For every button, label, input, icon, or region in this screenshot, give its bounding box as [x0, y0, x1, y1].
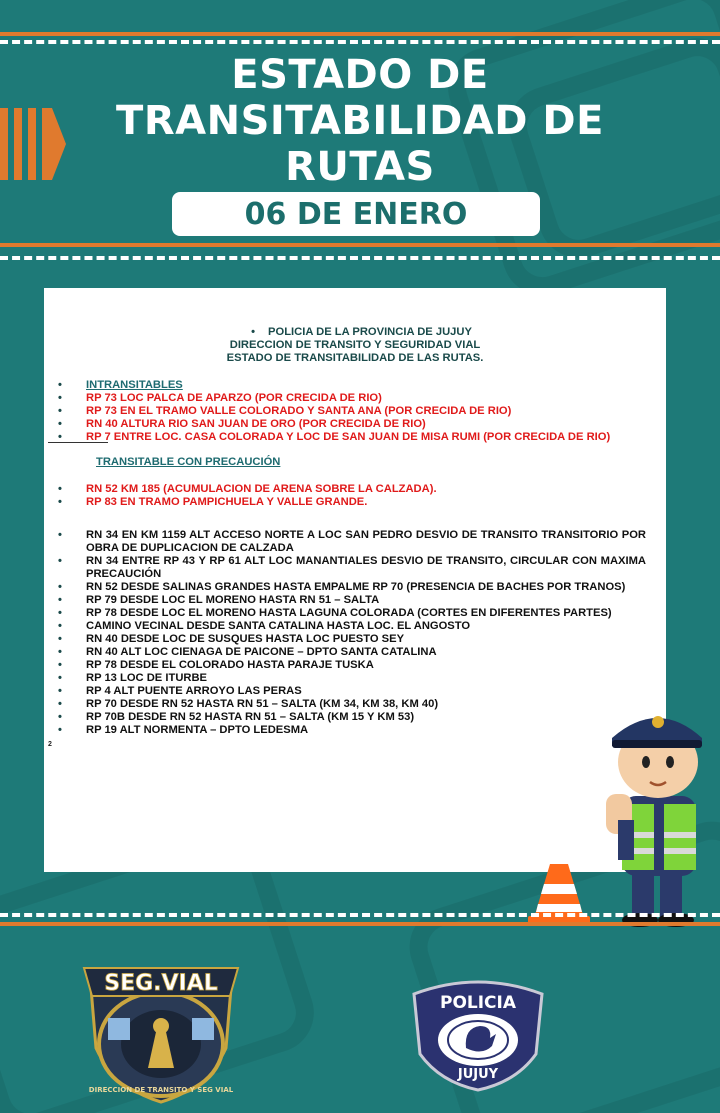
lower-dashed-line: [0, 913, 720, 917]
seg-vial-ring-text: DIRECCION DE TRANSITO Y SEG VIAL: [88, 1086, 234, 1094]
list-item: • RP 4 ALT PUENTE ARROYO LAS PERAS: [44, 685, 666, 698]
policia-jujuy-logo: [408, 974, 548, 1094]
list-item: • RN 34 ENTRE RP 43 Y RP 61 ALT LOC MANANTIALES DESVIO DE TRANSITO, CIRCULAR CON MAXIMA PRECAUCIÓN: [44, 555, 666, 581]
policia-logo-text: POLICIA: [439, 993, 517, 1013]
list-item: • RP 79 DESDE LOC EL MORENO HASTA RN 51 – SALTA: [44, 594, 666, 607]
bullet-icon: •: [251, 326, 255, 338]
intransitables-heading: • INTRANSITABLES: [44, 379, 666, 392]
date-banner: [172, 192, 540, 236]
list-item: • RP 70 DESDE RN 52 HASTA RN 51 – SALTA (KM 34, KM 38, KM 40): [44, 698, 666, 711]
seg-vial-logo: [78, 956, 244, 1106]
list-item: • RP 78 DESDE EL COLORADO HASTA PARAJE TUSKA: [44, 659, 666, 672]
top-dashed-line: [0, 40, 720, 44]
list-item: • CAMINO VECINAL DESDE SANTA CATALINA HASTA LOC. EL ANGOSTO: [44, 620, 666, 633]
page-title: [60, 52, 660, 190]
seg-vial-logo-text: SEG.VIAL: [104, 971, 218, 996]
route-status-document: [44, 288, 666, 872]
precaucion-list: [44, 529, 666, 737]
list-item: • RP 70B DESDE RN 52 HASTA RN 51 – SALTA (KM 15 Y KM 53): [44, 711, 666, 724]
police-officer-illustration: [598, 700, 720, 930]
list-item: • RN 34 EN KM 1159 ALT ACCESO NORTE A LOC SAN PEDRO DESVIO DE TRANSITO TRANSITORIO POR OBRA DE DUPLICACION DE CALZADA: [44, 529, 666, 555]
list-item: • RP 73 EN EL TRAMO VALLE COLORADO Y SANTA ANA (POR CRECIDA DE RIO): [44, 405, 666, 418]
precaucion-heading: TRANSITABLE CON PRECAUCIÓN: [96, 456, 281, 468]
list-item: • RN 52 KM 185 (ACUMULACION DE ARENA SOBRE LA CALZADA).: [44, 483, 666, 496]
list-item: • RP 7 ENTRE LOC. CASA COLORADA Y LOC DE SAN JUAN DE MISA RUMI (POR CRECIDA DE RIO): [44, 431, 666, 444]
list-item: • RP 78 DESDE LOC EL MORENO HASTA LAGUNA COLORADA (CORTES EN DIFERENTES PARTES): [44, 607, 666, 620]
title-line-1: ESTADO DE: [231, 52, 489, 98]
list-item: • RN 52 DESDE SALINAS GRANDES HASTA EMPALME RP 70 (PRESENCIA DE BACHES POR TRANOS): [44, 581, 666, 594]
document-header: [44, 326, 666, 365]
upper-dashed-line: [0, 256, 720, 260]
list-item: • RP 13 LOC DE ITURBE: [44, 672, 666, 685]
upper-orange-line: [0, 243, 720, 247]
list-item: • RN 40 DESDE LOC DE SUSQUES HASTA LOC PUESTO SEY: [44, 633, 666, 646]
list-item: • RP 83 EN TRAMO PAMPICHUELA Y VALLE GRANDE.: [44, 496, 666, 509]
list-item: • RN 40 ALT LOC CIENAGA DE PAICONE – DPTO SANTA CATALINA: [44, 646, 666, 659]
jujuy-logo-text: JUJUY: [457, 1067, 499, 1082]
title-line-2: TRANSITABILIDAD DE: [116, 98, 604, 144]
list-item: • RP 73 LOC PALCA DE APARZO (POR CRECIDA DE RIO): [44, 392, 666, 405]
header-line-3: ESTADO DE TRANSITABILIDAD DE LAS RUTAS.: [226, 352, 484, 364]
date-label: 06 DE ENERO: [244, 196, 468, 232]
list-item: • RN 40 ALTURA RIO SAN JUAN DE ORO (POR CRECIDA DE RIO): [44, 418, 666, 431]
top-orange-line: [0, 32, 720, 36]
header-line-2: DIRECCION DE TRANSITO Y SEGURIDAD VIAL: [229, 339, 481, 351]
footnote: 2: [48, 741, 52, 748]
precaucion-red-list: [44, 483, 666, 509]
title-line-3: RUTAS: [285, 144, 435, 190]
header-line-1: POLICIA DE LA PROVINCIA DE JUJUY: [268, 326, 472, 338]
lower-orange-line: [0, 922, 720, 926]
intransitables-list: [44, 379, 666, 444]
list-item: • RP 19 ALT NORMENTA – DPTO LEDESMA: [44, 724, 666, 737]
